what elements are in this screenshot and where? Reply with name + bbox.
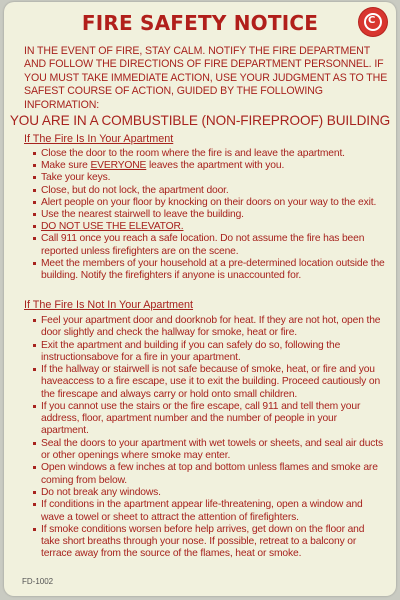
list-item-text: leaves the apartment with you. [146,160,285,172]
list-item: If smoke conditions worsen before help arrives, get down on the floor and take short breaths through your nose. If possible, retreat to a balcony or terrace away from the source of the flames, heat or smoke. [33,524,385,561]
list-item: If the hallway or stairwell is not safe because of smoke, heat, or fire and you haveaccess to a fire escape, use it to exit the building. Proceed cautiously on the firescape and always carry or hold onto small children. [33,364,385,401]
fire-safety-sign [4,2,396,596]
list-item: Meet the members of your household at a pre-determined location outside the building. Notify the firefighters if anyone is unaccounted for. [33,258,385,282]
list-item: Take your keys. [33,172,385,184]
building-type-heading: YOU ARE IN A COMBUSTIBLE (NON-FIREPROOF) BUILDING [9,113,391,128]
intro-text: IN THE EVENT OF FIRE, STAY CALM. NOTIFY THE FIRE DEPARTMENT AND FOLLOW THE DIRECTIONS OF FIRE DEPARTMENT PERSONNEL. IF YOU MUST TAKE IMMEDIATE ACTION, USE YOUR JUDGMENT AS TO THE SAFEST COURSE OF ACTION, GUIDED BY THE FOLLOWING INFORMATION: [24,45,388,111]
list-item: Close the door to the room where the fire is and leave the apartment. [33,148,385,160]
list-item-do-not-use-elevator: DO NOT USE THE ELEVATOR. [33,221,385,233]
list-item: Alert people on your floor by knocking on their doors on your way to the exit. [33,197,385,209]
list-item-text: Make sure [41,160,91,172]
section-heading-fire-not-in-apartment: If The Fire Is Not In Your Apartment [24,299,194,311]
list-item: Exit the apartment and building if you can safely do so, following the instructionsabove for a fire in your apartment. [33,340,385,364]
emphasis-everyone: EVERYONE [90,160,147,172]
fire-in-apartment-list [33,148,385,282]
list-item: Feel your apartment door and doorknob for heat. If they are not hot, open the door slightly and check the hallway for smoke, heat or fire. [33,315,385,339]
sign-title: FIRE SAFETY NOTICE [81,11,319,35]
list-item: Call 911 once you reach a safe location. Do not assume the fire has been reported unless firefighters are on the scene. [33,233,385,257]
list-item: Seal the doors to your apartment with wet towels or sheets, and seal air ducts or other openings where smoke may enter. [33,438,385,462]
copyright-icon [359,8,387,36]
sign-code: FD-1002 [22,577,54,586]
list-item: Close, but do not lock, the apartment door. [33,185,385,197]
list-item: Use the nearest stairwell to leave the building. [33,209,385,221]
list-item: Do not break any windows. [33,487,385,499]
fire-not-in-apartment-list [33,315,385,561]
list-item: Open windows a few inches at top and bottom unless flames and smoke are coming from below. [33,462,385,486]
section-heading-fire-in-apartment: If The Fire Is In Your Apartment [24,133,174,145]
list-item [33,160,385,172]
list-item: If you cannot use the stairs or the fire escape, call 911 and tell them your address, floor, apartment number and the number of people in your apartment. [33,401,385,438]
list-item: If conditions in the apartment appear life-threatening, open a window and wave a towel or sheet to attract the attention of firefighters. [33,499,385,523]
